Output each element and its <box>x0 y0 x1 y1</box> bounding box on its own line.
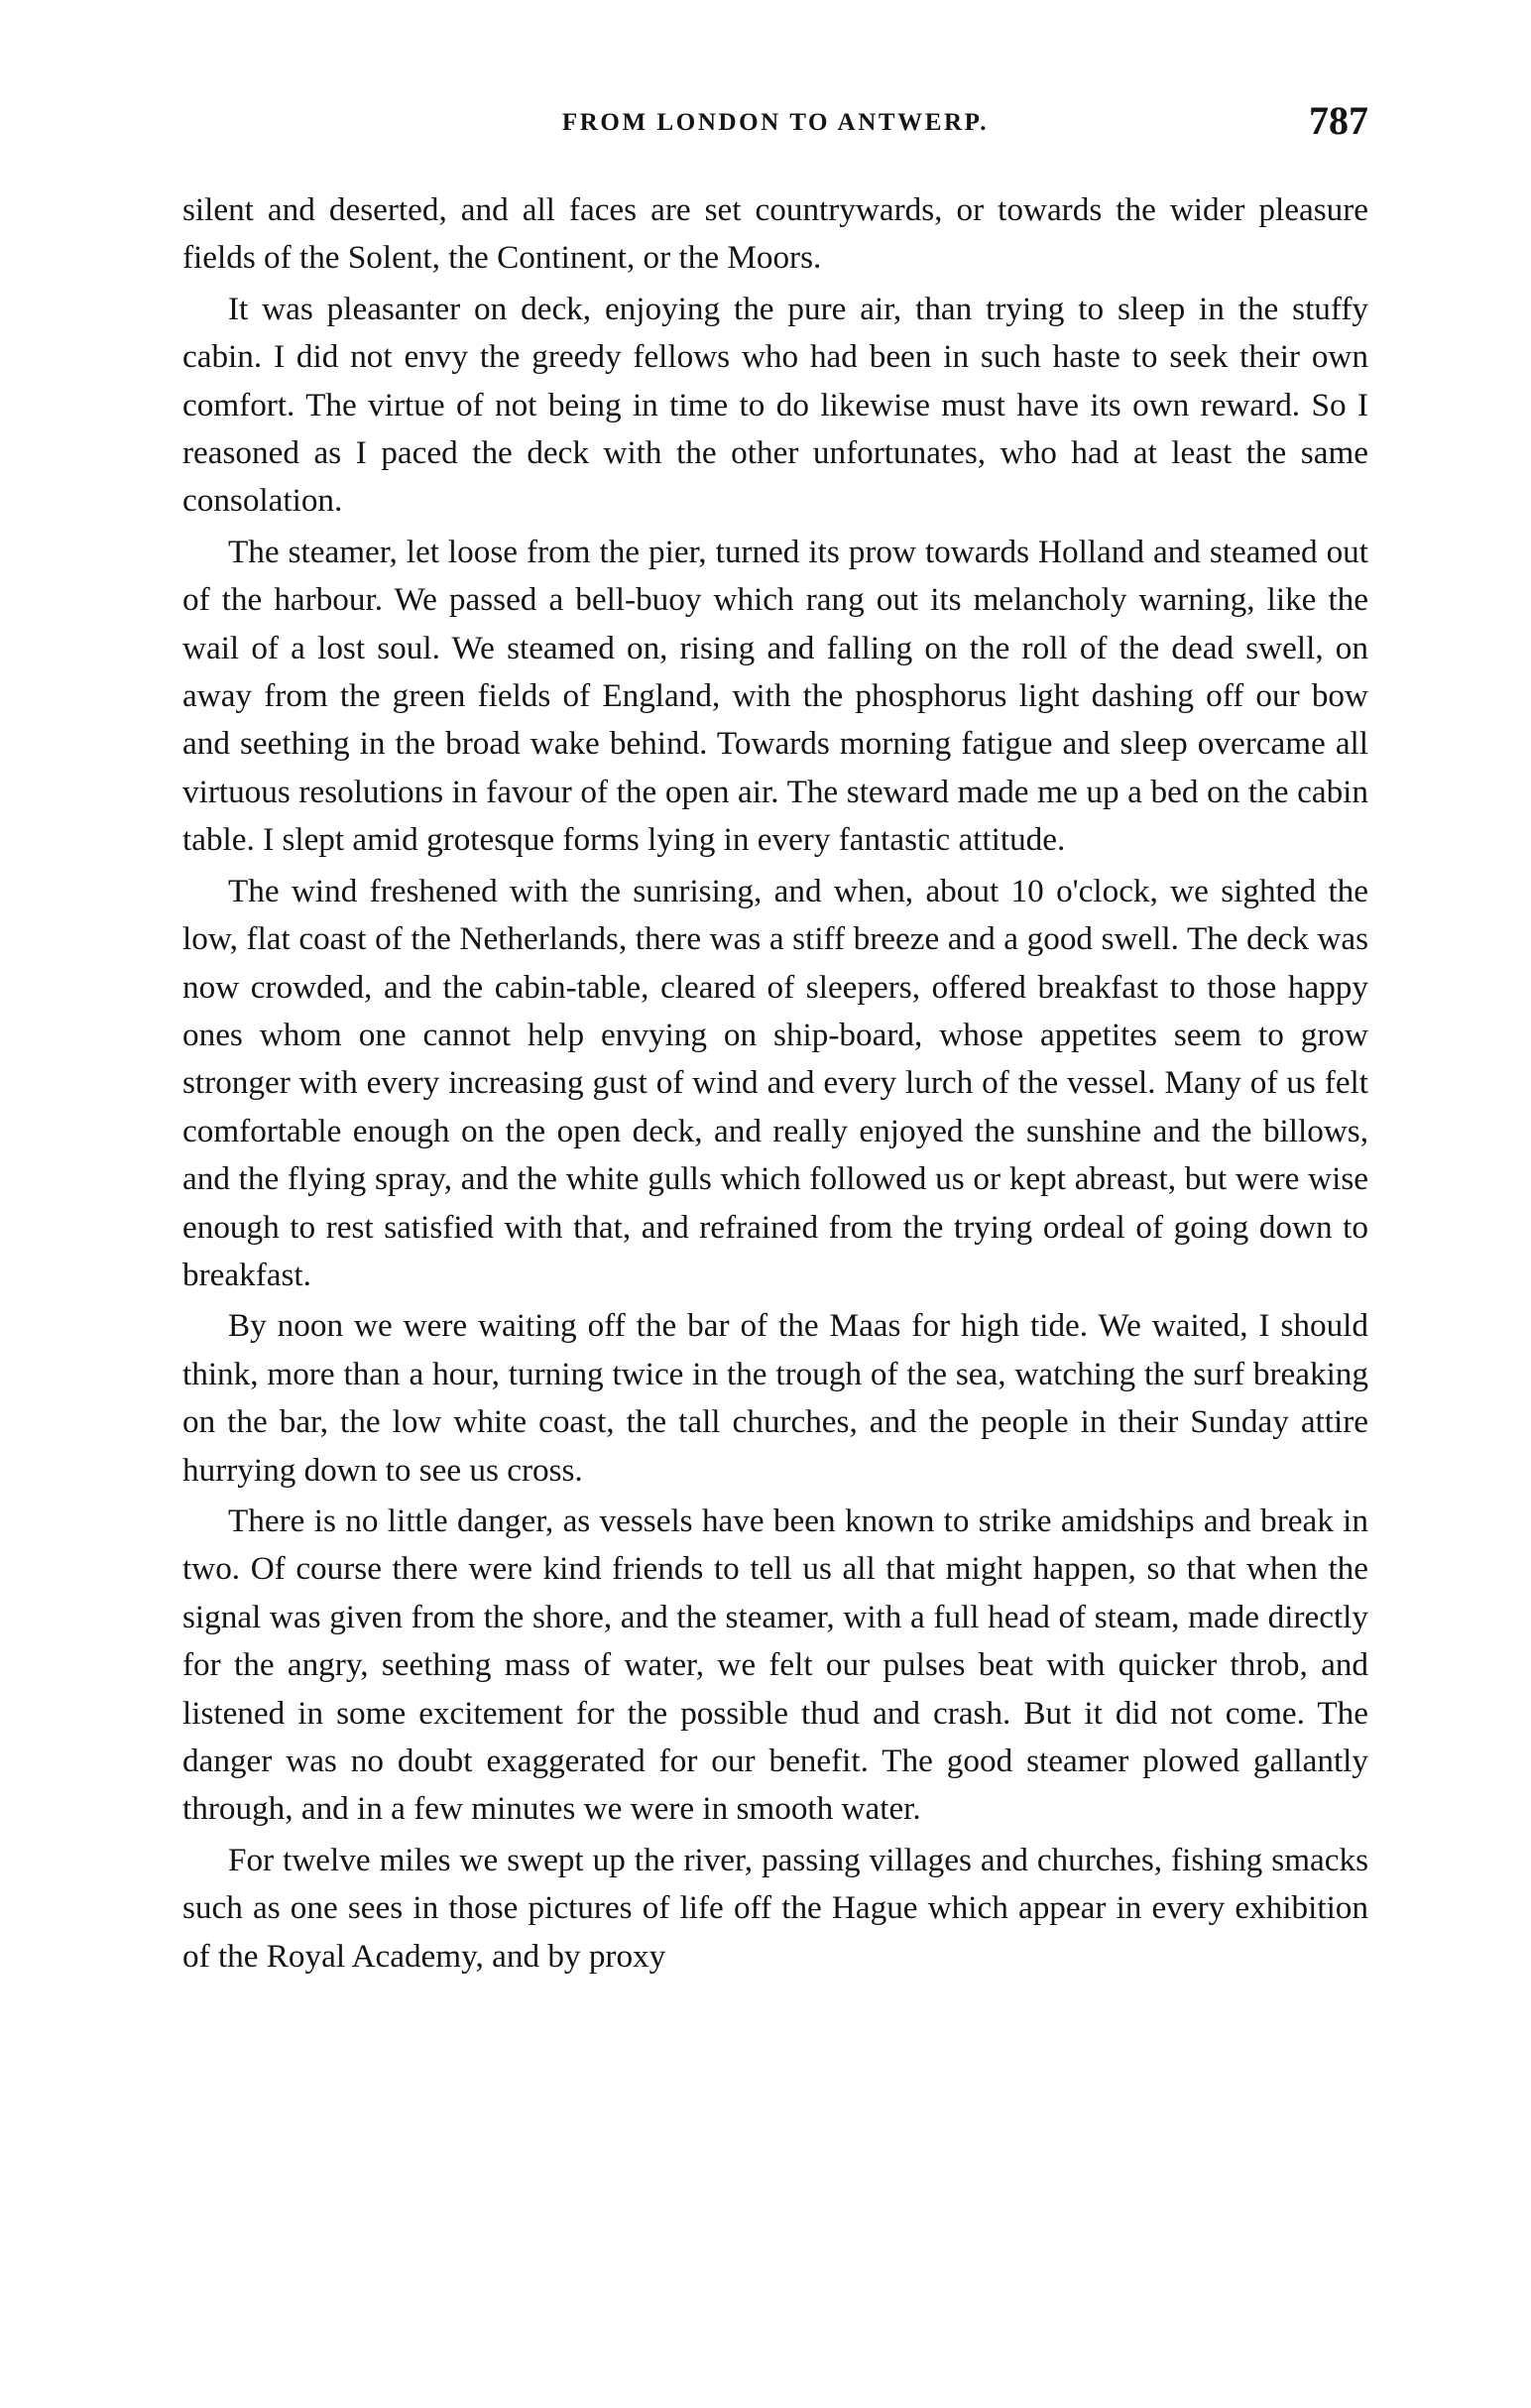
paragraph: The wind freshened with the sunrising, and when, about 10 o'clock, we sighted the low, flat coast of the Netherlands, there was a stiff breeze and a good swell. The deck was now crowded, and the cabin-table, cleared of sleepers, offered breakfast to those happy ones whom one cannot help envying on ship-board, whose appetites seem to grow stronger with every increasing gust of wind and every lurch of the vessel. Many of us felt comfortable enough on the open deck, and really enjoyed the sunshine and the billows, and the flying spray, and the white gulls which followed us or kept abreast, but were wise enough to rest satisfied with that, and refrained from the trying ordeal of going down to breakfast. <box>182 872 1368 1293</box>
paragraph: By noon we were waiting off the bar of the Maas for high tide. We waited, I should think, more than a hour, turning twice in the trough of the sea, watching the surf breaking on the bar, the low white coast, the tall churches, and the people in their Sunday attire hurrying down to see us cross. <box>182 1307 1368 1489</box>
paragraph-continued: silent and deserted, and all faces are set countrywards, or towards the wider pleasure fields of the Solent, the Continent, or the Moors. <box>182 191 1368 277</box>
running-head <box>182 93 1368 153</box>
body-text <box>182 186 1368 1981</box>
paragraph: It was pleasanter on deck, enjoying the pure air, than trying to sleep in the stuffy cabin. I did not envy the greedy fellows who had been in such haste to seek their own comfort. The virtue of not being in time to do likewise must have its own reward. So I reasoned as I paced the deck with the other unfortunates, who had at least the same consolation. <box>182 290 1368 520</box>
paragraph: For twelve miles we swept up the river, passing villages and churches, fishing smacks such as one sees in those pictures of life off the Hague which appear in every exhibition of the Royal Academy, and by proxy <box>182 1841 1368 1975</box>
page-number: 787 <box>1309 98 1368 143</box>
paragraph: The steamer, let loose from the pier, turned its prow towards Holland and steamed out of the harbour. We passed a bell-buoy which rang out its melancholy warning, like the wail of a lost soul. We steamed on, rising and falling on the roll of the dead swell, on away from the green fields of England, with the phosphorus light dashing off our bow and seething in the broad wake behind. Towards morning fatigue and sleep overcame all virtuous resolutions in favour of the open air. The steward made me up a bed on the cabin table. I slept amid grotesque forms lying in every fantastic attitude. <box>182 533 1368 859</box>
running-title: FROM LONDON TO ANTWERP. <box>561 109 990 136</box>
paragraph: There is no little danger, as vessels have been known to strike amidships and break in two. Of course there were kind friends to tell us all that might happen, so that when the signal was given from the shore, and the steamer, with a full head of steam, made directly for the angry, seething mass of water, we felt our pulses beat with quicker throb, and listened in some excitement for the possible thud and crash. But it did not come. The danger was no doubt exaggerated for our benefit. The good steamer plowed gallantly through, and in a few minutes we were in smooth water. <box>182 1502 1368 1828</box>
book-page <box>182 93 1368 1984</box>
